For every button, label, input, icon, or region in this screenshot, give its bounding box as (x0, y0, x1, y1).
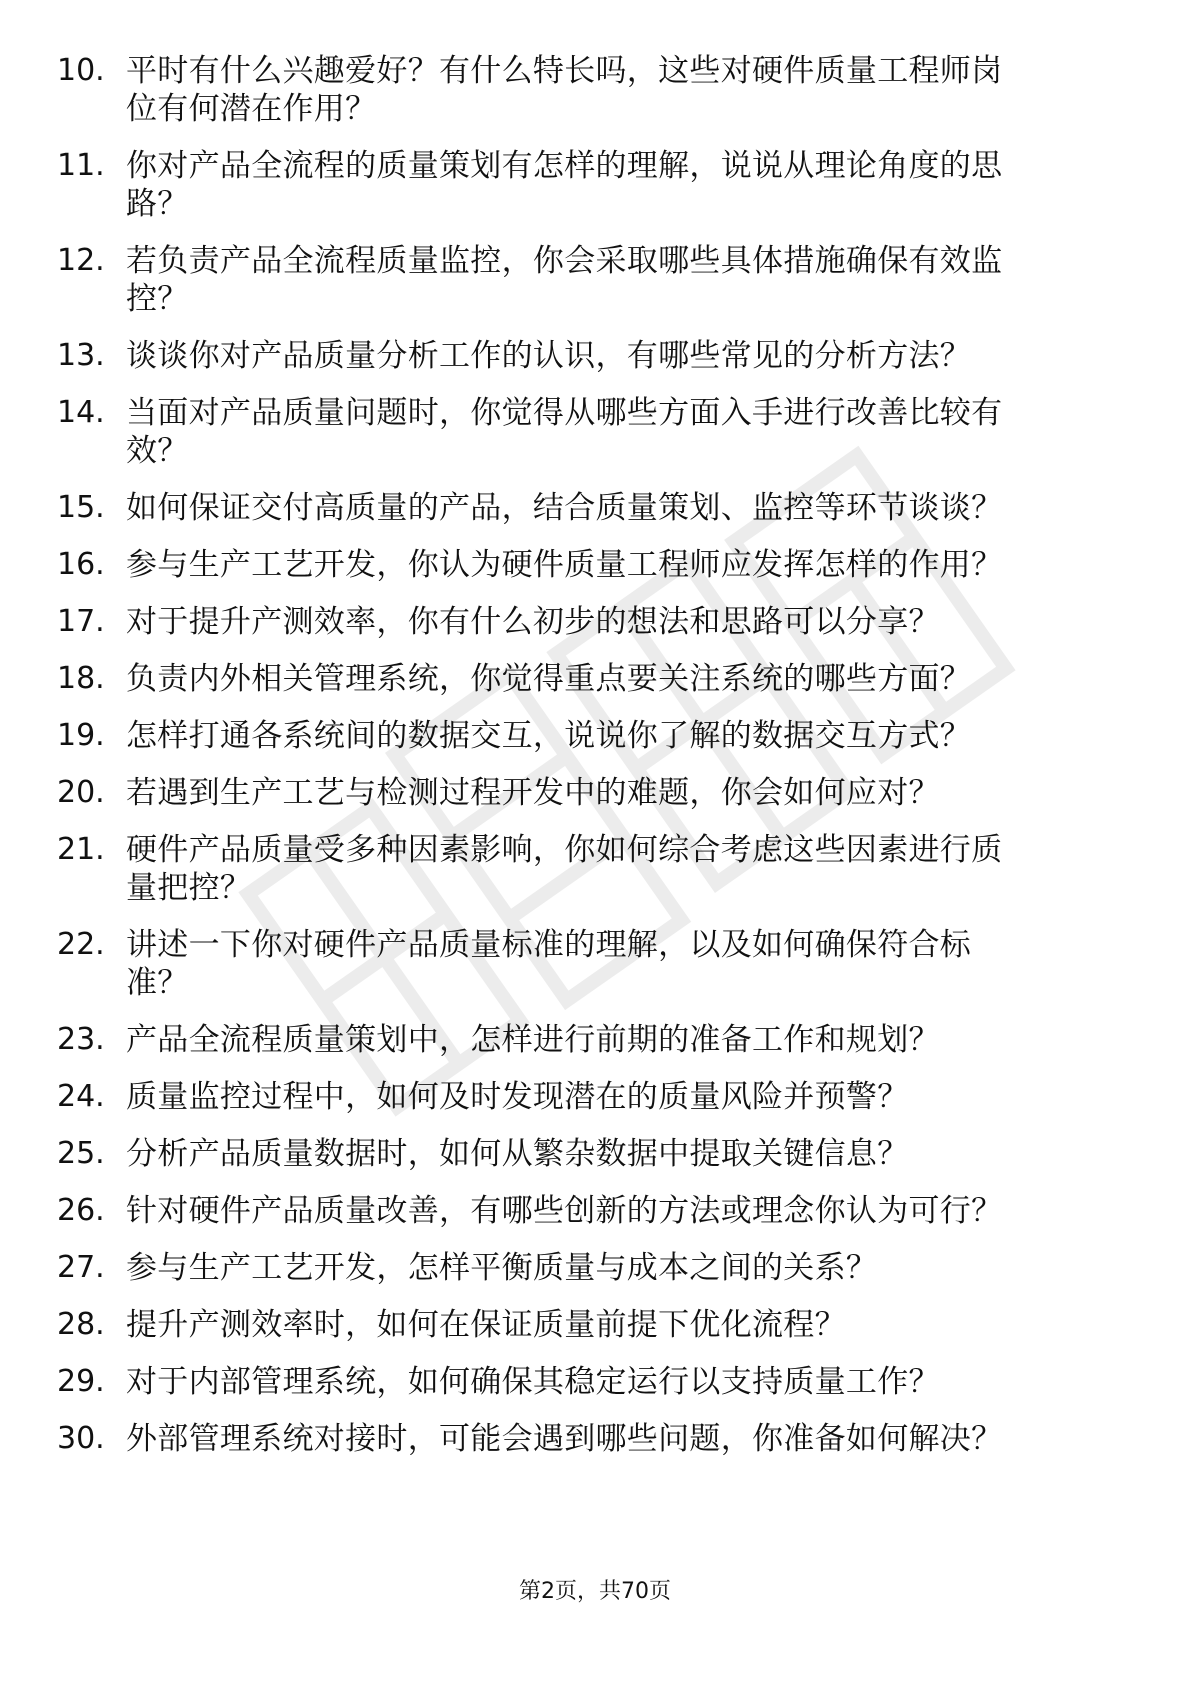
question-text-line: 你对产品全流程的质量策划有怎样的理解，说说从理论角度的思 (126, 148, 1003, 184)
question-text-line: 若负责产品全流程质量监控，你会采取哪些具体措施确保有效监 (126, 243, 1003, 279)
question-text-line: 分析产品质量数据时，如何从繁杂数据中提取关键信息？ (126, 1136, 909, 1172)
question-text (126, 1135, 1126, 1173)
question-text-line: 提升产测效率时，如何在保证质量前提下优化流程？ (126, 1307, 846, 1343)
question-text-line: 参与生产工艺开发，你认为硬件质量工程师应发挥怎样的作用？ (126, 547, 1003, 583)
question-number: 24. (57, 1079, 105, 1114)
question-number: 25. (57, 1136, 105, 1171)
question-number: 28. (57, 1307, 105, 1342)
question-number: 26. (57, 1193, 105, 1228)
question-text (126, 546, 1126, 584)
question-text (126, 660, 1126, 698)
question-text (126, 1078, 1126, 1116)
question-text-line: 参与生产工艺开发，怎样平衡质量与成本之间的关系？ (126, 1250, 878, 1286)
question-text (126, 1420, 1126, 1458)
question-text (126, 1306, 1126, 1344)
question-number: 11. (57, 148, 105, 183)
question-text-line: 怎样打通各系统间的数据交互，说说你了解的数据交互方式？ (126, 718, 972, 754)
question-text-line: 如何保证交付高质量的产品，结合质量策划、监控等环节谈谈？ (126, 490, 1003, 526)
question-text (126, 717, 1126, 755)
question-text-line: 对于提升产测效率，你有什么初步的想法和思路可以分享？ (126, 604, 940, 640)
question-text (126, 52, 1126, 128)
question-text (126, 1021, 1126, 1059)
question-text (126, 1249, 1126, 1287)
question-text (126, 337, 1126, 375)
question-text (126, 489, 1126, 527)
question-number: 12. (57, 243, 105, 278)
question-number: 14. (57, 395, 105, 430)
question-text-line: 效？ (126, 433, 189, 469)
question-text (126, 394, 1126, 470)
question-text (126, 147, 1126, 223)
question-text-line: 负责内外相关管理系统，你觉得重点要关注系统的哪些方面？ (126, 661, 972, 697)
question-text-line: 若遇到生产工艺与检测过程开发中的难题，你会如何应对？ (126, 775, 940, 811)
question-number: 29. (57, 1364, 105, 1399)
question-text-line: 量把控？ (126, 870, 252, 906)
question-text-line: 位有何潜在作用？ (126, 91, 377, 127)
question-text (126, 774, 1126, 812)
question-number: 27. (57, 1250, 105, 1285)
question-number: 18. (57, 661, 105, 696)
question-text-line: 平时有什么兴趣爱好？有什么特长吗，这些对硬件质量工程师岗 (126, 53, 1003, 89)
question-number: 30. (57, 1421, 105, 1456)
question-text (126, 831, 1126, 907)
question-text-line: 对于内部管理系统，如何确保其稳定运行以支持质量工作？ (126, 1364, 940, 1400)
question-text-line: 针对硬件产品质量改善，有哪些创新的方法或理念你认为可行？ (126, 1193, 1003, 1229)
question-text-line: 控？ (126, 281, 189, 317)
question-text-line: 质量监控过程中，如何及时发现潜在的质量风险并预警？ (126, 1079, 909, 1115)
question-number: 13. (57, 338, 105, 373)
question-text-line: 谈谈你对产品质量分析工作的认识，有哪些常见的分析方法？ (126, 338, 972, 374)
page-number: 第2页，共70页 (519, 1579, 671, 1604)
question-text-line: 外部管理系统对接时，可能会遇到哪些问题，你准备如何解决？ (126, 1421, 1003, 1457)
question-text-line: 当面对产品质量问题时，你觉得从哪些方面入手进行改善比较有 (126, 395, 1003, 431)
question-text (126, 242, 1126, 318)
question-number: 10. (57, 53, 105, 88)
question-text (126, 1363, 1126, 1401)
question-number: 16. (57, 547, 105, 582)
question-number: 21. (57, 832, 105, 867)
question-number: 22. (57, 927, 105, 962)
question-number: 23. (57, 1022, 105, 1057)
question-text (126, 926, 1126, 1002)
question-number: 19. (57, 718, 105, 753)
question-text-line: 硬件产品质量受多种因素影响，你如何综合考虑这些因素进行质 (126, 832, 1003, 868)
question-text-line: 准？ (126, 965, 189, 1001)
question-text-line: 路？ (126, 186, 189, 222)
question-number: 20. (57, 775, 105, 810)
question-text (126, 603, 1126, 641)
question-text-line: 讲述一下你对硬件产品质量标准的理解，以及如何确保符合标 (126, 927, 972, 963)
question-text (126, 1192, 1126, 1230)
question-number: 15. (57, 490, 105, 525)
question-number: 17. (57, 604, 105, 639)
question-text-line: 产品全流程质量策划中，怎样进行前期的准备工作和规划？ (126, 1022, 940, 1058)
